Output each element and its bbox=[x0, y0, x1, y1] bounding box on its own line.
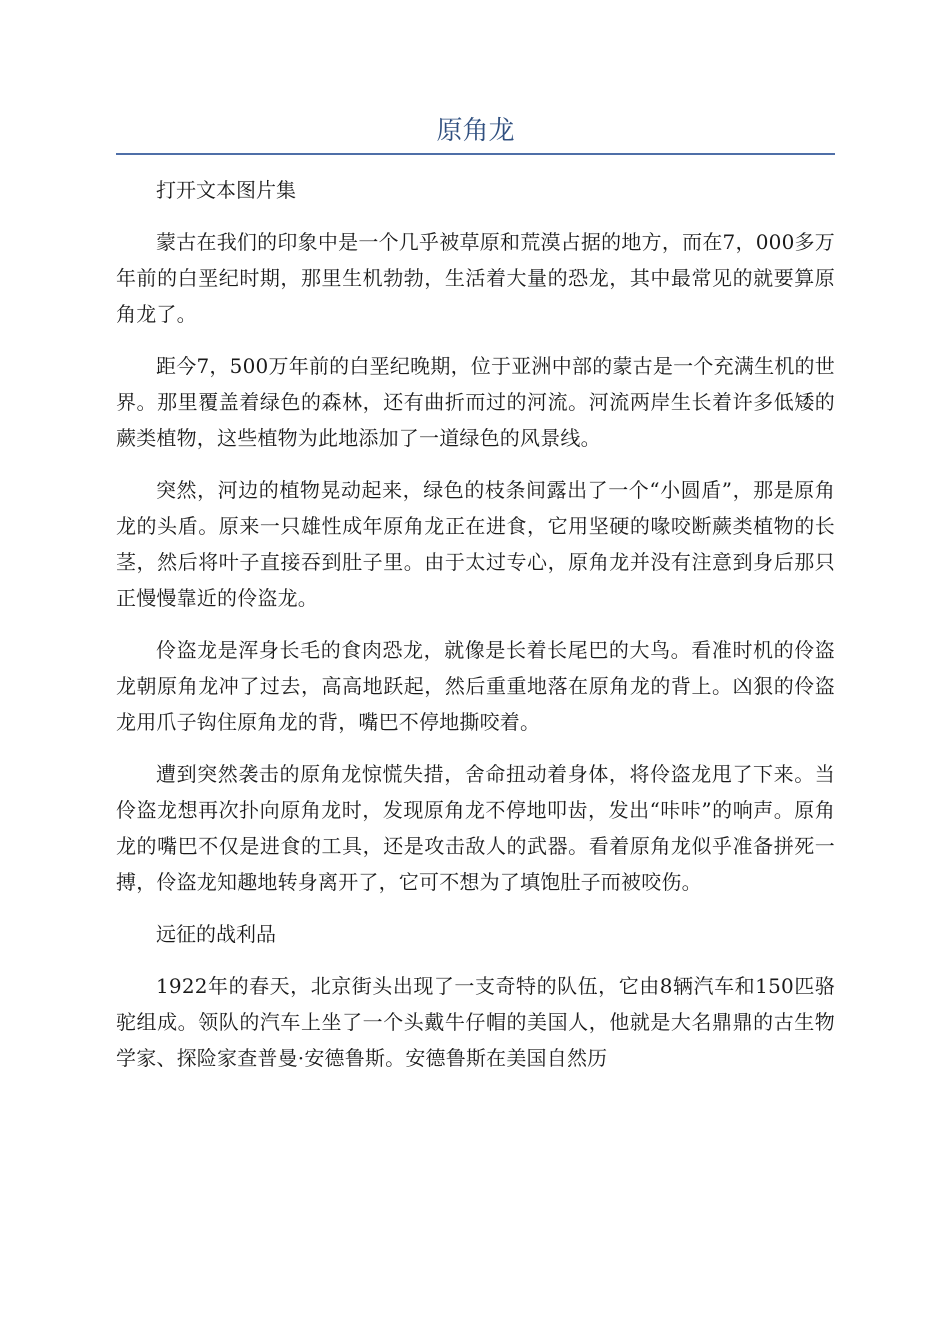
paragraph-late-cretaceous: 距今7，500万年前的白垩纪晚期，位于亚洲中部的蒙古是一个充满生机的世界。那里覆盖着绿色的森林，还有曲折而过的河流。河流两岸生长着许多低矮的蕨类植物，这些植物为此地添加了一道绿色的风景线。 bbox=[116, 354, 835, 450]
document-body bbox=[116, 172, 835, 1092]
paragraph-defense: 遭到突然袭击的原角龙惊慌失措，舍命扭动着身体，将伶盗龙甩了下来。当伶盗龙想再次扑向原角龙时，发现原角龙不停地叩齿，发出“咔咔”的响声。原角龙的嘴巴不仅是进食的工具，还是攻击敌人的武器。看着原角龙似乎准备拼死一搏，伶盗龙知趣地转身离开了，它可不想为了填饱肚子而被咬伤。 bbox=[116, 762, 835, 894]
paragraph-expedition: 1922年的春天，北京街头出现了一支奇特的队伍，它由8辆汽车和150匹骆驼组成。领队的汽车上坐了一个头戴牛仔帽的美国人，他就是大名鼎鼎的古生物学家、探险家查普曼·安德鲁斯。安德鲁斯在美国自然历 bbox=[116, 974, 835, 1070]
paragraph-intro: 蒙古在我们的印象中是一个几乎被草原和荒漠占据的地方，而在7，000多万年前的白垩纪时期，那里生机勃勃，生活着大量的恐龙，其中最常见的就要算原角龙了。 bbox=[116, 230, 835, 326]
title-underline bbox=[116, 153, 835, 155]
page-title: 原角龙 bbox=[436, 116, 515, 146]
paragraph-attack: 伶盗龙是浑身长毛的食肉恐龙，就像是长着长尾巴的大鸟。看准时机的伶盗龙朝原角龙冲了过去，高高地跃起，然后重重地落在原角龙的背上。凶狠的伶盗龙用爪子钩住原角龙的背，嘴巴不停地撕咬着。 bbox=[116, 638, 835, 734]
section-heading-expedition: 远征的战利品 bbox=[156, 922, 276, 946]
section-label-gallery: 打开文本图片集 bbox=[156, 178, 296, 202]
paragraph-feeding: 突然，河边的植物晃动起来，绿色的枝条间露出了一个“小圆盾”，那是原角龙的头盾。原来一只雄性成年原角龙正在进食，它用坚硬的喙咬断蕨类植物的长茎，然后将叶子直接吞到肚子里。由于太过专心，原角龙并没有注意到身后那只正慢慢靠近的伶盗龙。 bbox=[116, 478, 835, 610]
